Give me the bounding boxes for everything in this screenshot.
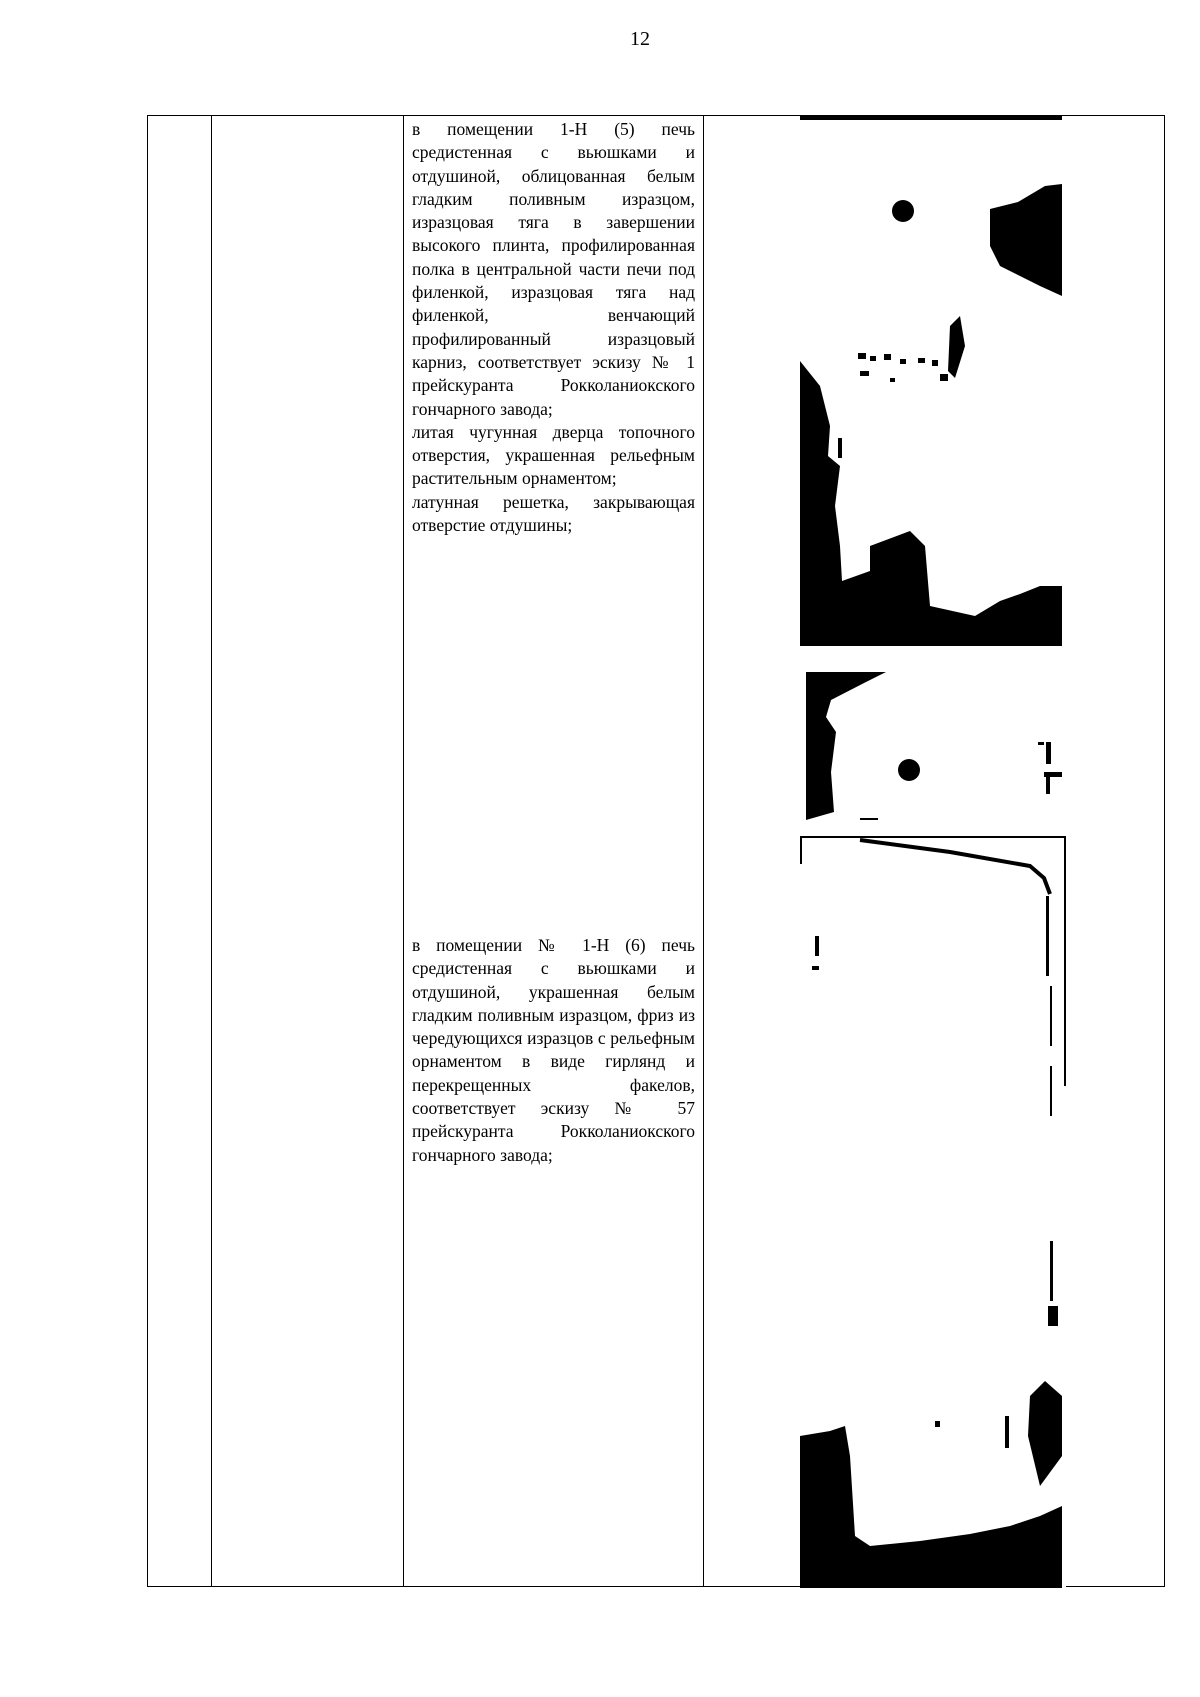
page-number: 12 (630, 28, 650, 50)
stove-photo-room-5 (800, 116, 1062, 646)
description-paragraph: латунная решетка, закрывающая отверстие отдушины; (412, 491, 695, 536)
stove-photo-room-6 (800, 836, 1066, 1588)
description-paragraph: литая чугунная дверца топочного отверстия, украшенная рельефным растительным орнаментом; (412, 421, 695, 489)
column-divider (211, 116, 212, 1586)
entry-description-room-5 (412, 118, 695, 537)
monument-table (147, 115, 1165, 1587)
description-paragraph: в помещении 1-Н (5) печь средистенная с вьюшками и отдушиной, облицованная белым гладким поливным изразцом, изразцовая тяга в завершении высокого плинта, профилированная полка в центральной части печи под филенкой, изразцовая тяга над филенкой, венчающий профилированный изразцовый карниз, соответствует эскизу № 1 прейскуранта Рокколаниокского гончарного завода; (412, 119, 695, 419)
entry-description-room-6 (412, 934, 695, 1167)
column-divider (403, 116, 404, 1586)
description-paragraph: в помещении № 1-Н (6) печь средистенная с вьюшками и отдушиной, украшенная белым гладким поливным изразцом, фриз из чередующихся изразцов с рельефным орнаментом в виде гирлянд и перекрещенных факелов, соответствует эскизу № 57 прейскуранта Рокколаниокского гончарного завода; (412, 935, 695, 1165)
stove-detail-photo (806, 672, 1062, 820)
column-divider (703, 116, 704, 1586)
